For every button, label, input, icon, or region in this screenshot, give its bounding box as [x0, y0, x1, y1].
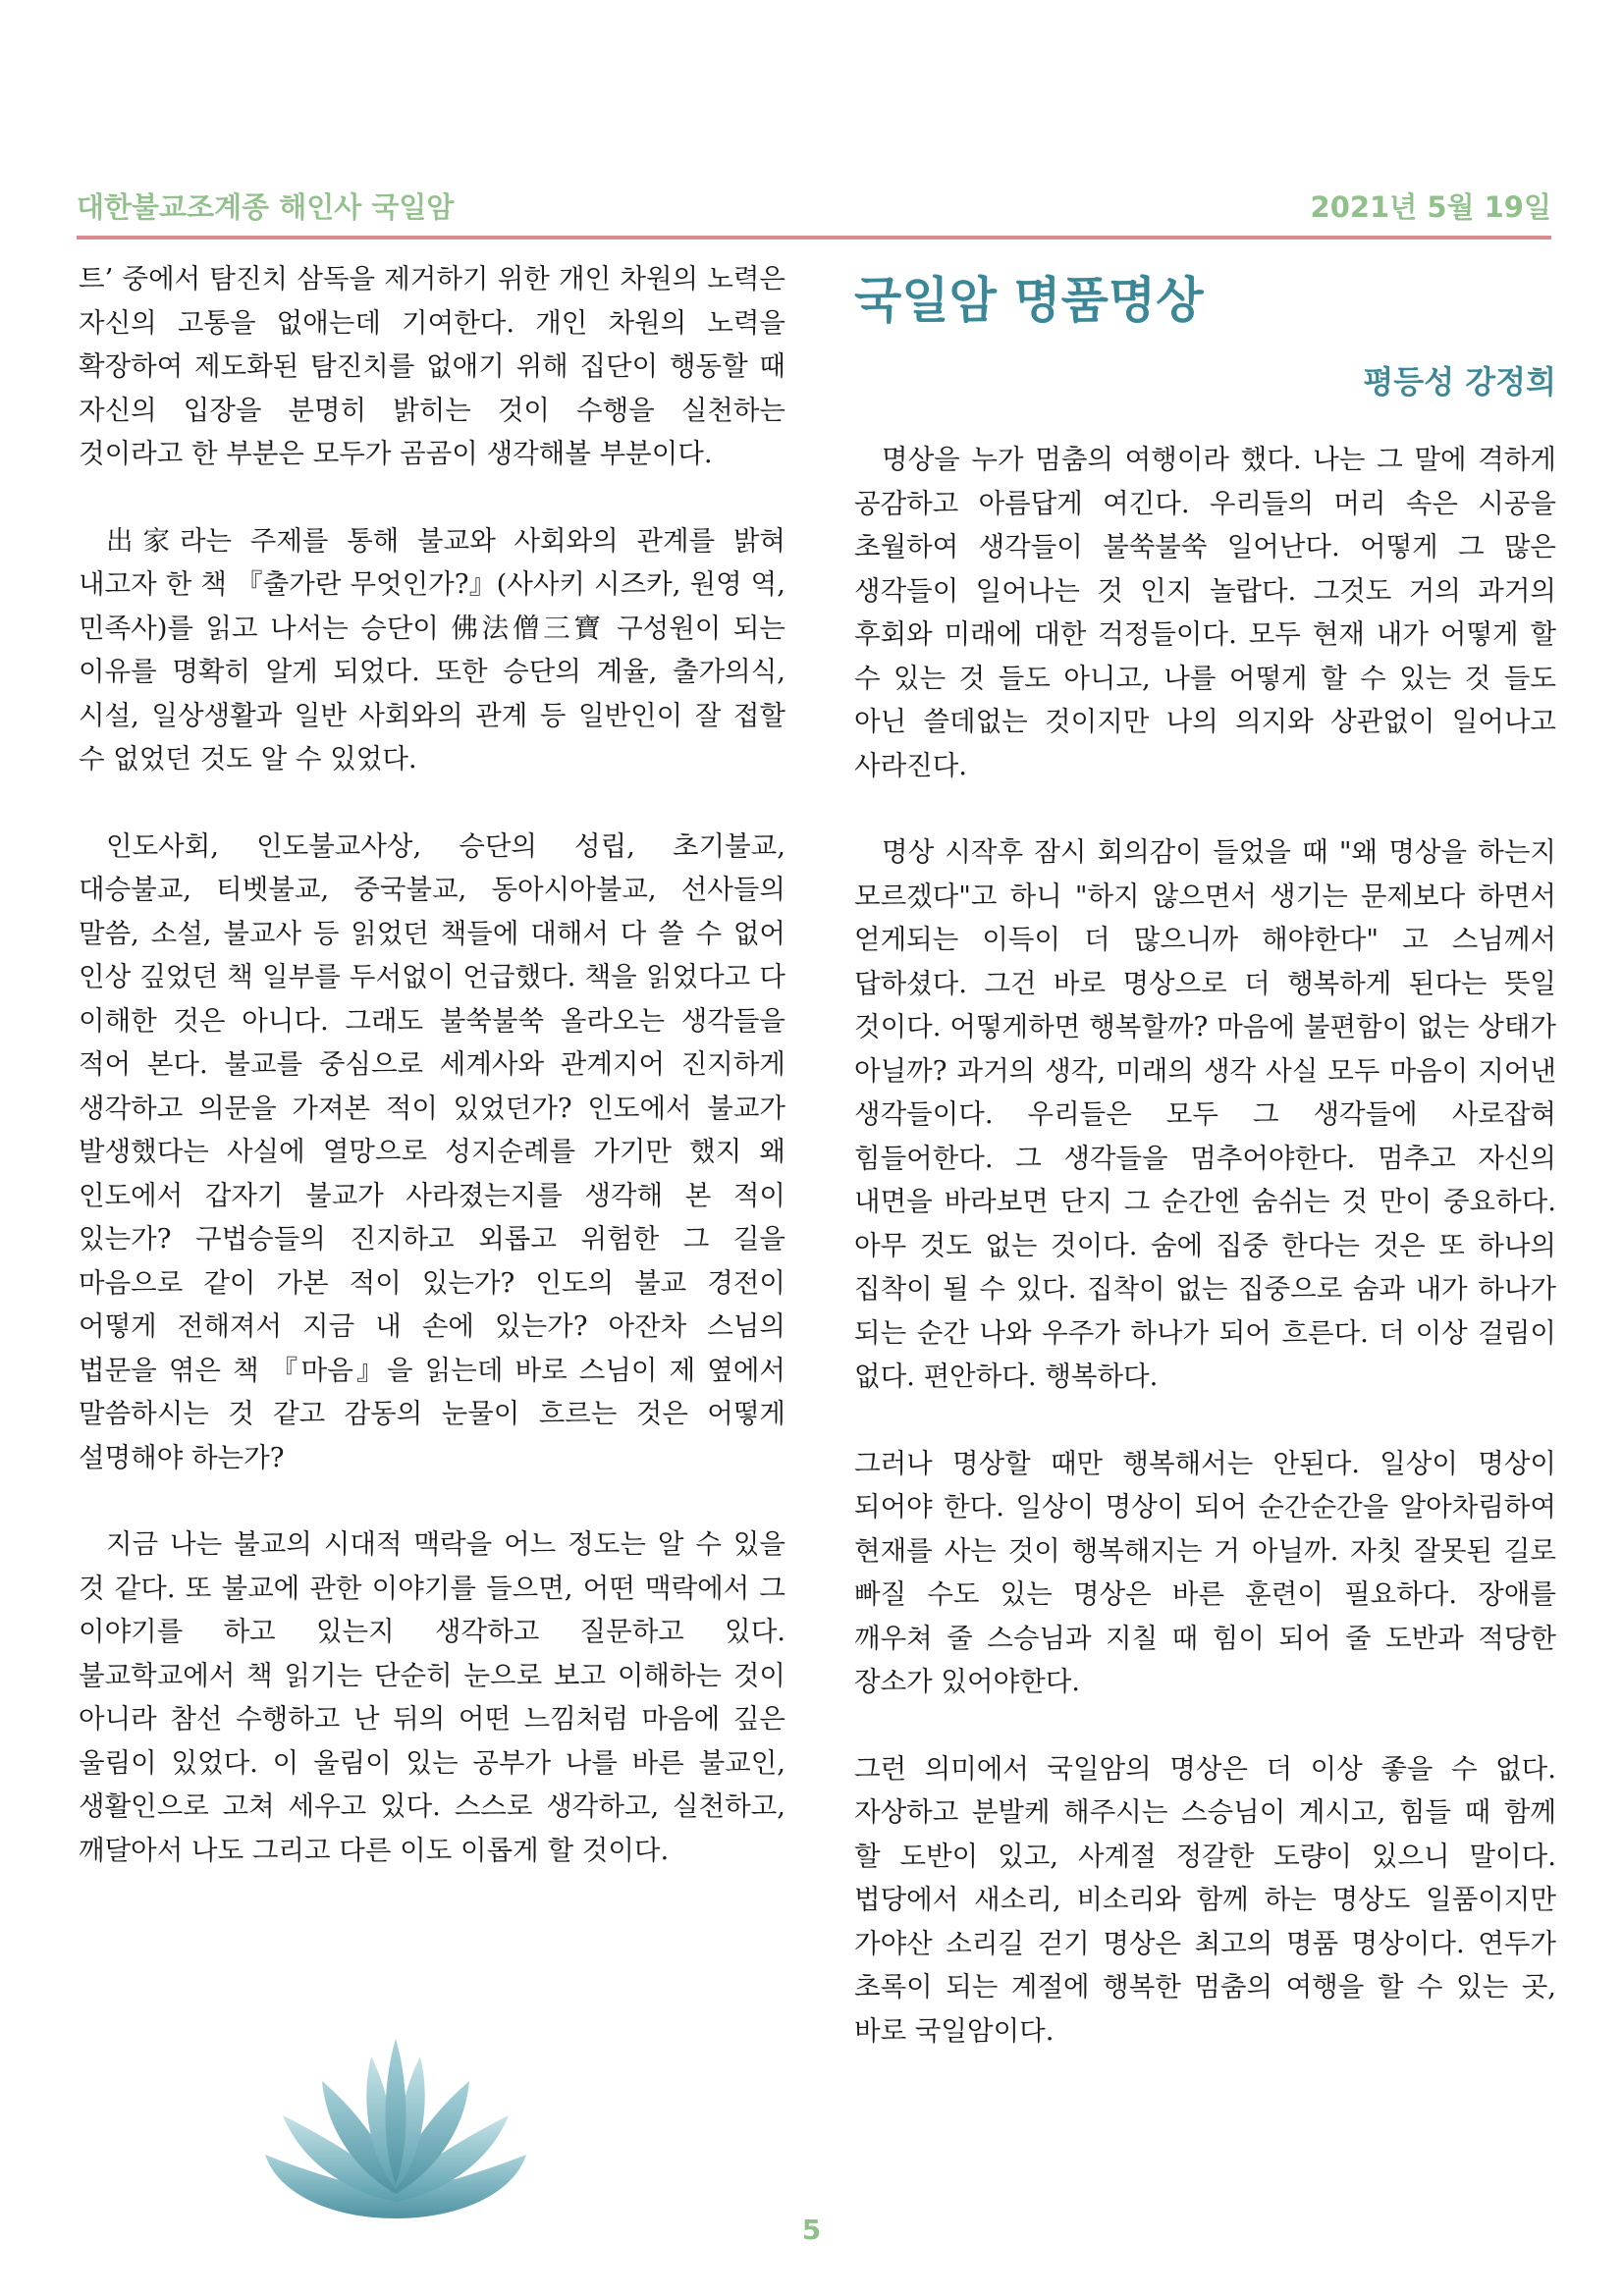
lotus-icon	[263, 2037, 528, 2223]
header-date: 2021년 5월 19일	[1310, 190, 1551, 224]
right-paragraph-1: 명상을 누가 멈춤의 여행이라 했다. 나는 그 말에 격하게 공감하고 아름답게 여긴다. 우리들의 머리 속은 시공을 초월하여 생각들이 불쑥불쑥 일어난다. 어떻게 그 많은 생각들이 일어나는 것 인지 놀랍다. 그것도 거의 과거의 후회와 미래에 대한 걱정들이다. 모두 현재 내가 어떻게 할 수 있는 것 들도 아니고, 나를 어떻게 할 수 있는 것 들도 아닌 쓸데없는 것이지만 나의 의지와 상관없이 일어나고 사라진다.	[854, 444, 1556, 781]
left-paragraph-4: 지금 나는 불교의 시대적 맥락을 어느 정도는 알 수 있을 것 같다. 또 불교에 관한 이야기를 들으면, 어떤 맥락에서 그 이야기를 하고 있는지 생각하고 질문하고 있다. 불교학교에서 책 읽기는 단순히 눈으로 보고 이해하는 것이 아니라 참선 수행하고 난 뒤의 어떤 느낌처럼 마음에 깊은 울림이 있었다. 이 울림이 있는 공부가 나를 바른 불교인, 생활인으로 고쳐 세우고 있다. 스스로 생각하고, 실천하고, 깨달아서 나도 그리고 다른 이도 이롭게 할 것이다.	[79, 1528, 785, 1866]
left-paragraph-2: 出家라는 주제를 통해 불교와 사회와의 관계를 밝혀 내고자 한 책 『출가란 무엇인가?』(사사키 시즈카, 원영 역, 민족사)를 읽고 나서는 승단이 佛法僧三寶 구성원이 되는 이유를 명확히 알게 되었다. 또한 승단의 계율, 출가의식, 시설, 일상생활과 일반 사회와의 관계 등 일반인이 잘 접할 수 없었던 것도 알 수 있었다.	[79, 524, 785, 774]
left-paragraph-3: 인도사회, 인도불교사상, 승단의 성립, 초기불교, 대승불교, 티벳불교, 중국불교, 동아시아불교, 선사들의 말씀, 소설, 불교사 등 읽었던 책들에 대해서 다 쓸 수 없어 인상 깊었던 책 일부를 두서없이 언급했다. 책을 읽었다고 다 이해한 것은 아니다. 그래도 불쑥불쑥 올라오는 생각들을 적어 본다. 불교를 중심으로 세계사와 관계지어 진지하게 생각하고 의문을 가져본 적이 있었던가? 인도에서 불교가 발생했다는 사실에 열망으로 성지순례를 가기만 했지 왜 인도에서 갑자기 불교가 사라졌는지를 생각해 본 적이 있는가? 구법승들의 진지하고 외롭고 위험한 그 길을 마음으로 같이 가본 적이 있는가? 인도의 불교 경전이 어떻게 전해져서 지금 내 손에 있는가? 아잔차 스님의 법문을 엮은 책 『마음』을 읽는데 바로 스님이 제 옆에서 말씀하시는 것 같고 감동의 눈물이 흐르는 것은 어떻게 설명해야 하는가?	[79, 829, 785, 1473]
page-header	[77, 167, 1551, 240]
page-number: 5	[801, 2214, 822, 2246]
left-paragraph-1: 트’ 중에서 탐진치 삼독을 제거하기 위한 개인 차원의 노력은 자신의 고통을 없애는데 기여한다. 개인 차원의 노력을 확장하여 제도화된 탐진치를 없애기 위해 집단이 행동할 때 자신의 입장을 분명히 밝히는 것이 수행을 실천하는 것이라고 한 부분은 모두가 곰곰이 생각해볼 부분이다.	[79, 263, 785, 469]
left-column	[79, 257, 785, 1915]
article-author: 평등성 강정희	[1363, 363, 1556, 400]
right-paragraph-2: 명상 시작후 잠시 회의감이 들었을 때 "왜 명상을 하는지 모르겠다"고 하니 "하지 않으면서 생기는 문제보다 하면서 얻게되는 이득이 더 많으니까 해야한다" 고 스님께서 답하셨다. 그건 바로 명상으로 더 행복하게 된다는 뜻일 것이다. 어떻게하면 행복할까? 마음에 불편함이 없는 상태가 아닐까? 과거의 생각, 미래의 생각 사실 모두 마음이 지어낸 생각들이다. 우리들은 모두 그 생각들에 사로잡혀 힘들어한다. 그 생각들을 멈추어야한다. 멈추고 자신의 내면을 바라보면 단지 그 순간엔 숨쉬는 것 만이 중요하다. 아무 것도 없는 것이다. 숨에 집중 한다는 것은 또 하나의 집착이 될 수 있다. 집착이 없는 집중으로 숨과 내가 하나가 되는 순간 나와 우주가 하나가 되어 흐른다. 더 이상 걸림이 없다. 편안하다. 행복하다.	[854, 836, 1556, 1392]
header-org: 대한불교조계종 해인사 국일암	[77, 190, 455, 224]
right-column	[854, 257, 1556, 2096]
article-title: 국일암 명품명상	[854, 272, 1204, 329]
right-paragraph-4: 그런 의미에서 국일암의 명상은 더 이상 좋을 수 없다. 자상하고 분발케 해주시는 스승님이 계시고, 힘들 때 함께 할 도반이 있고, 사계절 정갈한 도량이 있으니 말이다. 법당에서 새소리, 비소리와 함께 하는 명상도 일품이지만 가야산 소리길 걷기 명상은 최고의 명품 명상이다. 연두가 초록이 되는 계절에 행복한 멈춤의 여행을 할 수 있는 곳, 바로 국일암이다.	[854, 1752, 1556, 2047]
right-paragraph-3: 그러나 명상할 때만 행복해서는 안된다. 일상이 명상이 되어야 한다. 일상이 명상이 되어 순간순간을 알아차림하여 현재를 사는 것이 행복해지는 거 아닐까. 자칫 잘못된 길로 빠질 수도 있는 명상은 바른 훈련이 필요하다. 장애를 깨우쳐 줄 스승님과 지칠 때 힘이 되어 줄 도반과 적당한 장소가 있어야한다.	[854, 1447, 1556, 1697]
